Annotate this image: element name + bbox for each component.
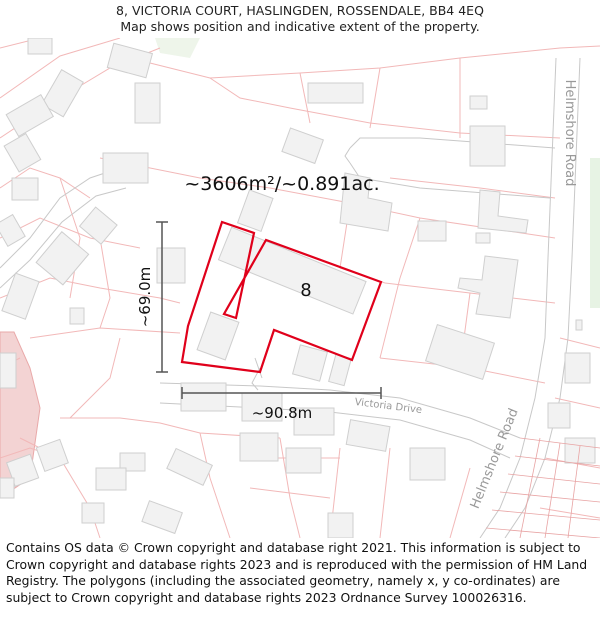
plot-number-label: 8 xyxy=(300,280,312,301)
road-label-helmshore-road-lower: Helmshore Road xyxy=(467,406,522,512)
attribution-text: Contains OS data © Crown copyright and database right 2021. This information is subject to Crown copyright and database rights 2023 and is reproduced with the permission of HM Land Registry. The polygons (including the associated geometry, namely x, y co-ordinates) are subject to Crown copyright and database rights 2023 Ordnance Survey 100026316. xyxy=(6,540,588,605)
green-verge xyxy=(590,158,600,308)
height-label: ~69.0m xyxy=(136,266,154,328)
property-address: 8, VICTORIA COURT, HASLINGDEN, ROSSENDALE, BB4 4EQ xyxy=(116,3,484,18)
area-label: ~3606m²/~0.891ac. xyxy=(184,173,380,195)
road-label-victoria-drive: Victoria Drive xyxy=(353,396,423,417)
width-label: ~90.8m xyxy=(251,404,313,422)
map-header xyxy=(0,0,600,38)
map-canvas[interactable] xyxy=(0,38,600,538)
map-subtitle: Map shows position and indicative extent of the property. xyxy=(120,19,480,34)
road-label-helmshore-road-upper: Helmshore Road xyxy=(562,79,577,187)
